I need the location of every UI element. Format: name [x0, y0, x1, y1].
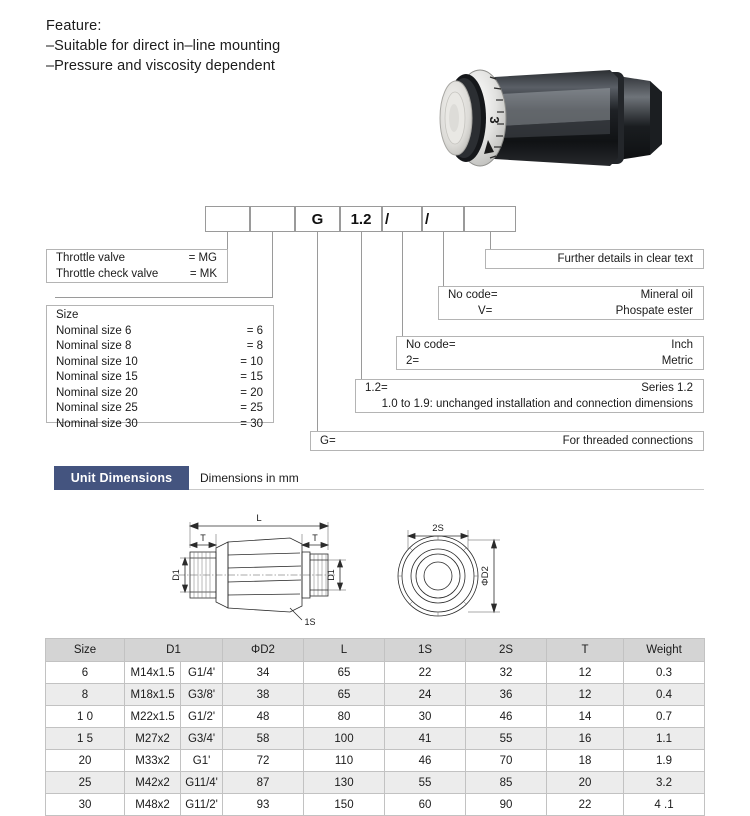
- code-cell-connection[interactable]: G: [295, 206, 340, 232]
- dimension-table: [45, 638, 705, 816]
- size-code-0: = 6: [246, 324, 263, 337]
- size-code-6: = 30: [240, 417, 263, 430]
- thread-label-1: 2=: [406, 354, 420, 367]
- code-cell-size[interactable]: [250, 206, 295, 232]
- table-row: [46, 728, 705, 750]
- cell-2s: 36: [466, 684, 547, 706]
- cell-d1b: G1': [181, 750, 223, 772]
- cell-1s: 46: [385, 750, 466, 772]
- size-label-5: Nominal size 25: [56, 402, 138, 414]
- cell-d2: 72: [223, 750, 304, 772]
- th-2s: 2S: [466, 639, 547, 662]
- dim-label-2S: 2S: [432, 523, 444, 534]
- leader-valve-type: [227, 232, 228, 250]
- desc-box-size: [46, 305, 274, 430]
- cell-d1b: G11/4': [181, 772, 223, 794]
- desc-box-valve-type: [46, 249, 228, 283]
- cell-l: 65: [304, 662, 385, 684]
- cell-weight: 0.4: [624, 684, 705, 706]
- cell-size: 1 5: [46, 728, 125, 750]
- cell-l: 130: [304, 772, 385, 794]
- size-label-3: Nominal size 15: [56, 371, 138, 383]
- cell-d2: 38: [223, 684, 304, 706]
- cell-1s: 55: [385, 772, 466, 794]
- cell-1s: 22: [385, 662, 466, 684]
- unit-dimensions-header: [54, 466, 704, 490]
- seal-label-1: V=: [478, 304, 493, 317]
- dim-label-D2: ΦD2: [480, 566, 491, 586]
- code-cell-valve-type[interactable]: [205, 206, 250, 232]
- size-title: Size: [56, 309, 79, 321]
- cell-d2: 87: [223, 772, 304, 794]
- cell-1s: 60: [385, 794, 466, 816]
- size-code-1: = 8: [246, 340, 263, 352]
- thread-value-1: Metric: [661, 354, 693, 367]
- series-note: 1.0 to 1.9: unchanged installation and connection dimensions: [381, 397, 693, 410]
- th-d1: D1: [125, 639, 223, 662]
- th-d2: ΦD2: [223, 639, 304, 662]
- series-value: Series 1.2: [641, 382, 693, 394]
- cell-l: 65: [304, 684, 385, 706]
- cell-weight: 1.1: [624, 728, 705, 750]
- size-code-3: = 15: [240, 371, 263, 383]
- size-code-5: = 25: [240, 402, 263, 414]
- cell-2s: 90: [466, 794, 547, 816]
- cell-2s: 70: [466, 750, 547, 772]
- cell-d1a: M48x2: [125, 794, 181, 816]
- desc-box-further-details: [485, 249, 704, 269]
- feature-title: Feature:: [46, 18, 102, 34]
- cell-size: 20: [46, 750, 125, 772]
- seal-value-1: Phospate ester: [615, 304, 693, 317]
- leader-further: [490, 232, 491, 250]
- cell-size: 25: [46, 772, 125, 794]
- seal-value-0: Mineral oil: [640, 289, 693, 301]
- size-label-2: Nominal size 10: [56, 355, 138, 368]
- unit-dimensions-subtitle: Dimensions in mm: [200, 471, 299, 485]
- leader-connection: [317, 232, 318, 432]
- cell-1s: 41: [385, 728, 466, 750]
- desc-box-seal-material: [438, 286, 704, 320]
- dim-label-1S: 1S: [304, 617, 316, 627]
- cell-l: 110: [304, 750, 385, 772]
- th-weight: Weight: [624, 639, 705, 662]
- seal-label-0: No code=: [448, 289, 498, 301]
- cell-d2: 48: [223, 706, 304, 728]
- cell-l: 80: [304, 706, 385, 728]
- dim-label-T-left: T: [200, 533, 206, 543]
- header-rule: [189, 489, 704, 490]
- valve-type-code-1: = MK: [189, 267, 217, 280]
- size-code-4: = 20: [240, 386, 263, 399]
- cell-2s: 46: [466, 706, 547, 728]
- cell-2s: 55: [466, 728, 547, 750]
- cell-d1a: M14x1.5: [125, 662, 181, 684]
- cell-t: 12: [547, 684, 624, 706]
- cell-t: 12: [547, 662, 624, 684]
- thread-label-0: No code=: [406, 339, 456, 351]
- th-1s: 1S: [385, 639, 466, 662]
- size-label-4: Nominal size 20: [56, 386, 138, 399]
- cell-2s: 32: [466, 662, 547, 684]
- table-row: [46, 662, 705, 684]
- cell-d1b: G1/4': [181, 662, 223, 684]
- cell-d1b: G3/8': [181, 684, 223, 706]
- code-cell-series[interactable]: 1.2: [340, 206, 382, 232]
- cell-weight: 3.2: [624, 772, 705, 794]
- cell-d1a: M18x1.5: [125, 684, 181, 706]
- table-row: [46, 794, 705, 816]
- cell-t: 14: [547, 706, 624, 728]
- cell-weight: 0.3: [624, 662, 705, 684]
- connection-value: For threaded connections: [562, 435, 693, 447]
- cell-d1a: M42x2: [125, 772, 181, 794]
- unit-dimensions-tab: Unit Dimensions: [54, 466, 189, 490]
- cell-1s: 30: [385, 706, 466, 728]
- leader-size: [272, 232, 273, 297]
- code-cell-thread-standard[interactable]: /: [382, 206, 422, 232]
- series-label: 1.2=: [365, 382, 388, 394]
- cell-t: 16: [547, 728, 624, 750]
- desc-box-series: [355, 379, 704, 413]
- size-label-0: Nominal size 6: [56, 324, 132, 337]
- table-row: [46, 684, 705, 706]
- cell-d2: 34: [223, 662, 304, 684]
- cell-weight: 4 .1: [624, 794, 705, 816]
- table-header-row: [46, 639, 705, 662]
- th-t: T: [547, 639, 624, 662]
- feature-line-2: –Pressure and viscosity dependent: [46, 58, 275, 74]
- cell-t: 20: [547, 772, 624, 794]
- leader-seal: [443, 232, 444, 287]
- table-row: [46, 706, 705, 728]
- dim-label-D1-right: D1: [326, 569, 336, 581]
- valve-type-code-0: = MG: [188, 252, 217, 264]
- cell-l: 100: [304, 728, 385, 750]
- cell-d2: 58: [223, 728, 304, 750]
- cell-d1b: G1/2': [181, 706, 223, 728]
- valve-type-label-1: Throttle check valve: [56, 267, 159, 280]
- further-details-text: Further details in clear text: [557, 253, 693, 265]
- cell-d1a: M33x2: [125, 750, 181, 772]
- cell-size: 6: [46, 662, 125, 684]
- leader-series: [361, 232, 362, 380]
- cell-d1a: M22x1.5: [125, 706, 181, 728]
- size-code-2: = 10: [240, 355, 263, 368]
- cell-size: 8: [46, 684, 125, 706]
- cell-weight: 0.7: [624, 706, 705, 728]
- dim-label-D1-left: D1: [171, 569, 181, 581]
- code-cell-seal-material[interactable]: /: [422, 206, 464, 232]
- table-row: [46, 750, 705, 772]
- size-label-1: Nominal size 8: [56, 340, 132, 352]
- cell-weight: 1.9: [624, 750, 705, 772]
- size-label-6: Nominal size 30: [56, 417, 138, 430]
- dim-label-L: L: [256, 513, 262, 524]
- desc-box-thread-standard: [396, 336, 704, 370]
- cell-t: 22: [547, 794, 624, 816]
- cell-d2: 93: [223, 794, 304, 816]
- technical-drawings: [150, 500, 570, 635]
- leader-size-h: [55, 297, 273, 298]
- cell-d1b: G11/2': [181, 794, 223, 816]
- cell-d1b: G3/4': [181, 728, 223, 750]
- cell-t: 18: [547, 750, 624, 772]
- cell-2s: 85: [466, 772, 547, 794]
- valve-type-label-0: Throttle valve: [56, 252, 126, 264]
- cell-l: 150: [304, 794, 385, 816]
- th-size: Size: [46, 639, 125, 662]
- connection-label: G=: [320, 435, 336, 447]
- desc-box-connection: [310, 431, 704, 451]
- dial-number: 3: [487, 116, 502, 124]
- cell-1s: 24: [385, 684, 466, 706]
- code-cell-further-details[interactable]: [464, 206, 516, 232]
- thread-value-0: Inch: [671, 339, 693, 351]
- cell-d1a: M27x2: [125, 728, 181, 750]
- cell-size: 30: [46, 794, 125, 816]
- th-l: L: [304, 639, 385, 662]
- feature-line-1: –Suitable for direct in–line mounting: [46, 38, 281, 54]
- leader-thread-std: [402, 232, 403, 337]
- dim-label-T-right: T: [312, 533, 318, 543]
- cell-size: 1 0: [46, 706, 125, 728]
- table-row: [46, 772, 705, 794]
